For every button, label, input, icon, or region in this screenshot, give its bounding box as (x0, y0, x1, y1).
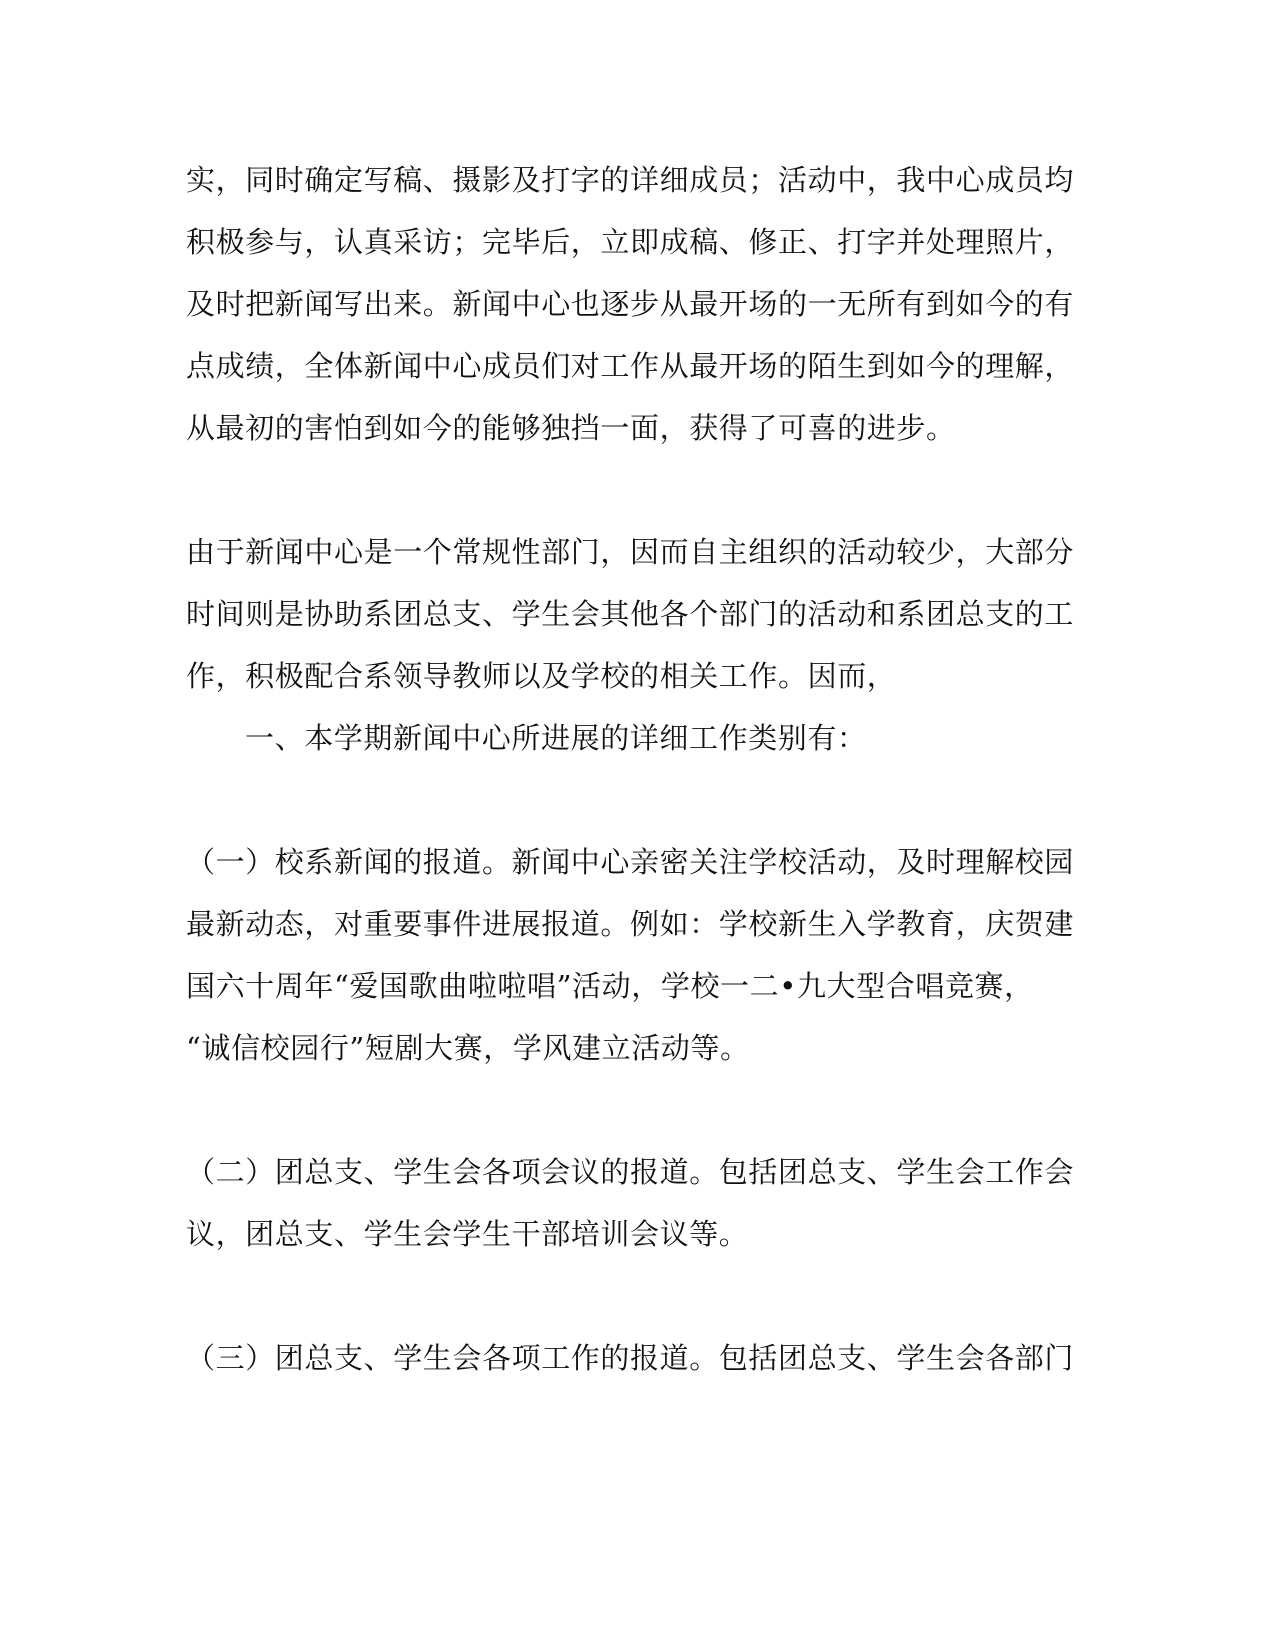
text-line: 议，团总支、学生会学生干部培训会议等。 (186, 1217, 749, 1251)
text-line: “诚信校园行”短剧大赛，学风建立活动等。 (186, 1031, 750, 1065)
text-line: 最新动态，对重要事件进展报道。例如：学校新生入学教育，庆贺建 (186, 907, 1075, 941)
text-line: 从最初的害怕到如今的能够独挡一面，获得了可喜的进步。 (186, 411, 956, 445)
text-line: 时间则是协助系团总支、学生会其他各个部门的活动和系团总支的工 (186, 597, 1075, 631)
text-line: 实，同时确定写稿、摄影及打字的详细成员；活动中，我中心成员均 (186, 163, 1075, 197)
text-line: 及时把新闻写出来。新闻中心也逐步从最开场的一无所有到如今的有 (186, 287, 1075, 321)
text-line: 国六十周年“爱国歌曲啦啦唱”活动，学校一二•九大型合唱竞赛， (186, 969, 1034, 1003)
text-line: （三）团总支、学生会各项工作的报道。包括团总支、学生会各部门 (186, 1341, 1075, 1375)
section-heading: 一、本学期新闻中心所进展的详细工作类别有： (245, 721, 867, 755)
text-line: （一）校系新闻的报道。新闻中心亲密关注学校活动，及时理解校园 (186, 845, 1075, 879)
text-line: 由于新闻中心是一个常规性部门，因而自主组织的活动较少，大部分 (186, 535, 1075, 569)
text-line: （二）团总支、学生会各项会议的报道。包括团总支、学生会工作会 (186, 1155, 1075, 1189)
text-line: 点成绩，全体新闻中心成员们对工作从最开场的陌生到如今的理解， (186, 349, 1075, 383)
text-line: 积极参与，认真采访；完毕后，立即成稿、修正、打字并处理照片， (186, 225, 1075, 259)
text-line: 作，积极配合系领导教师以及学校的相关工作。因而， (186, 659, 897, 693)
